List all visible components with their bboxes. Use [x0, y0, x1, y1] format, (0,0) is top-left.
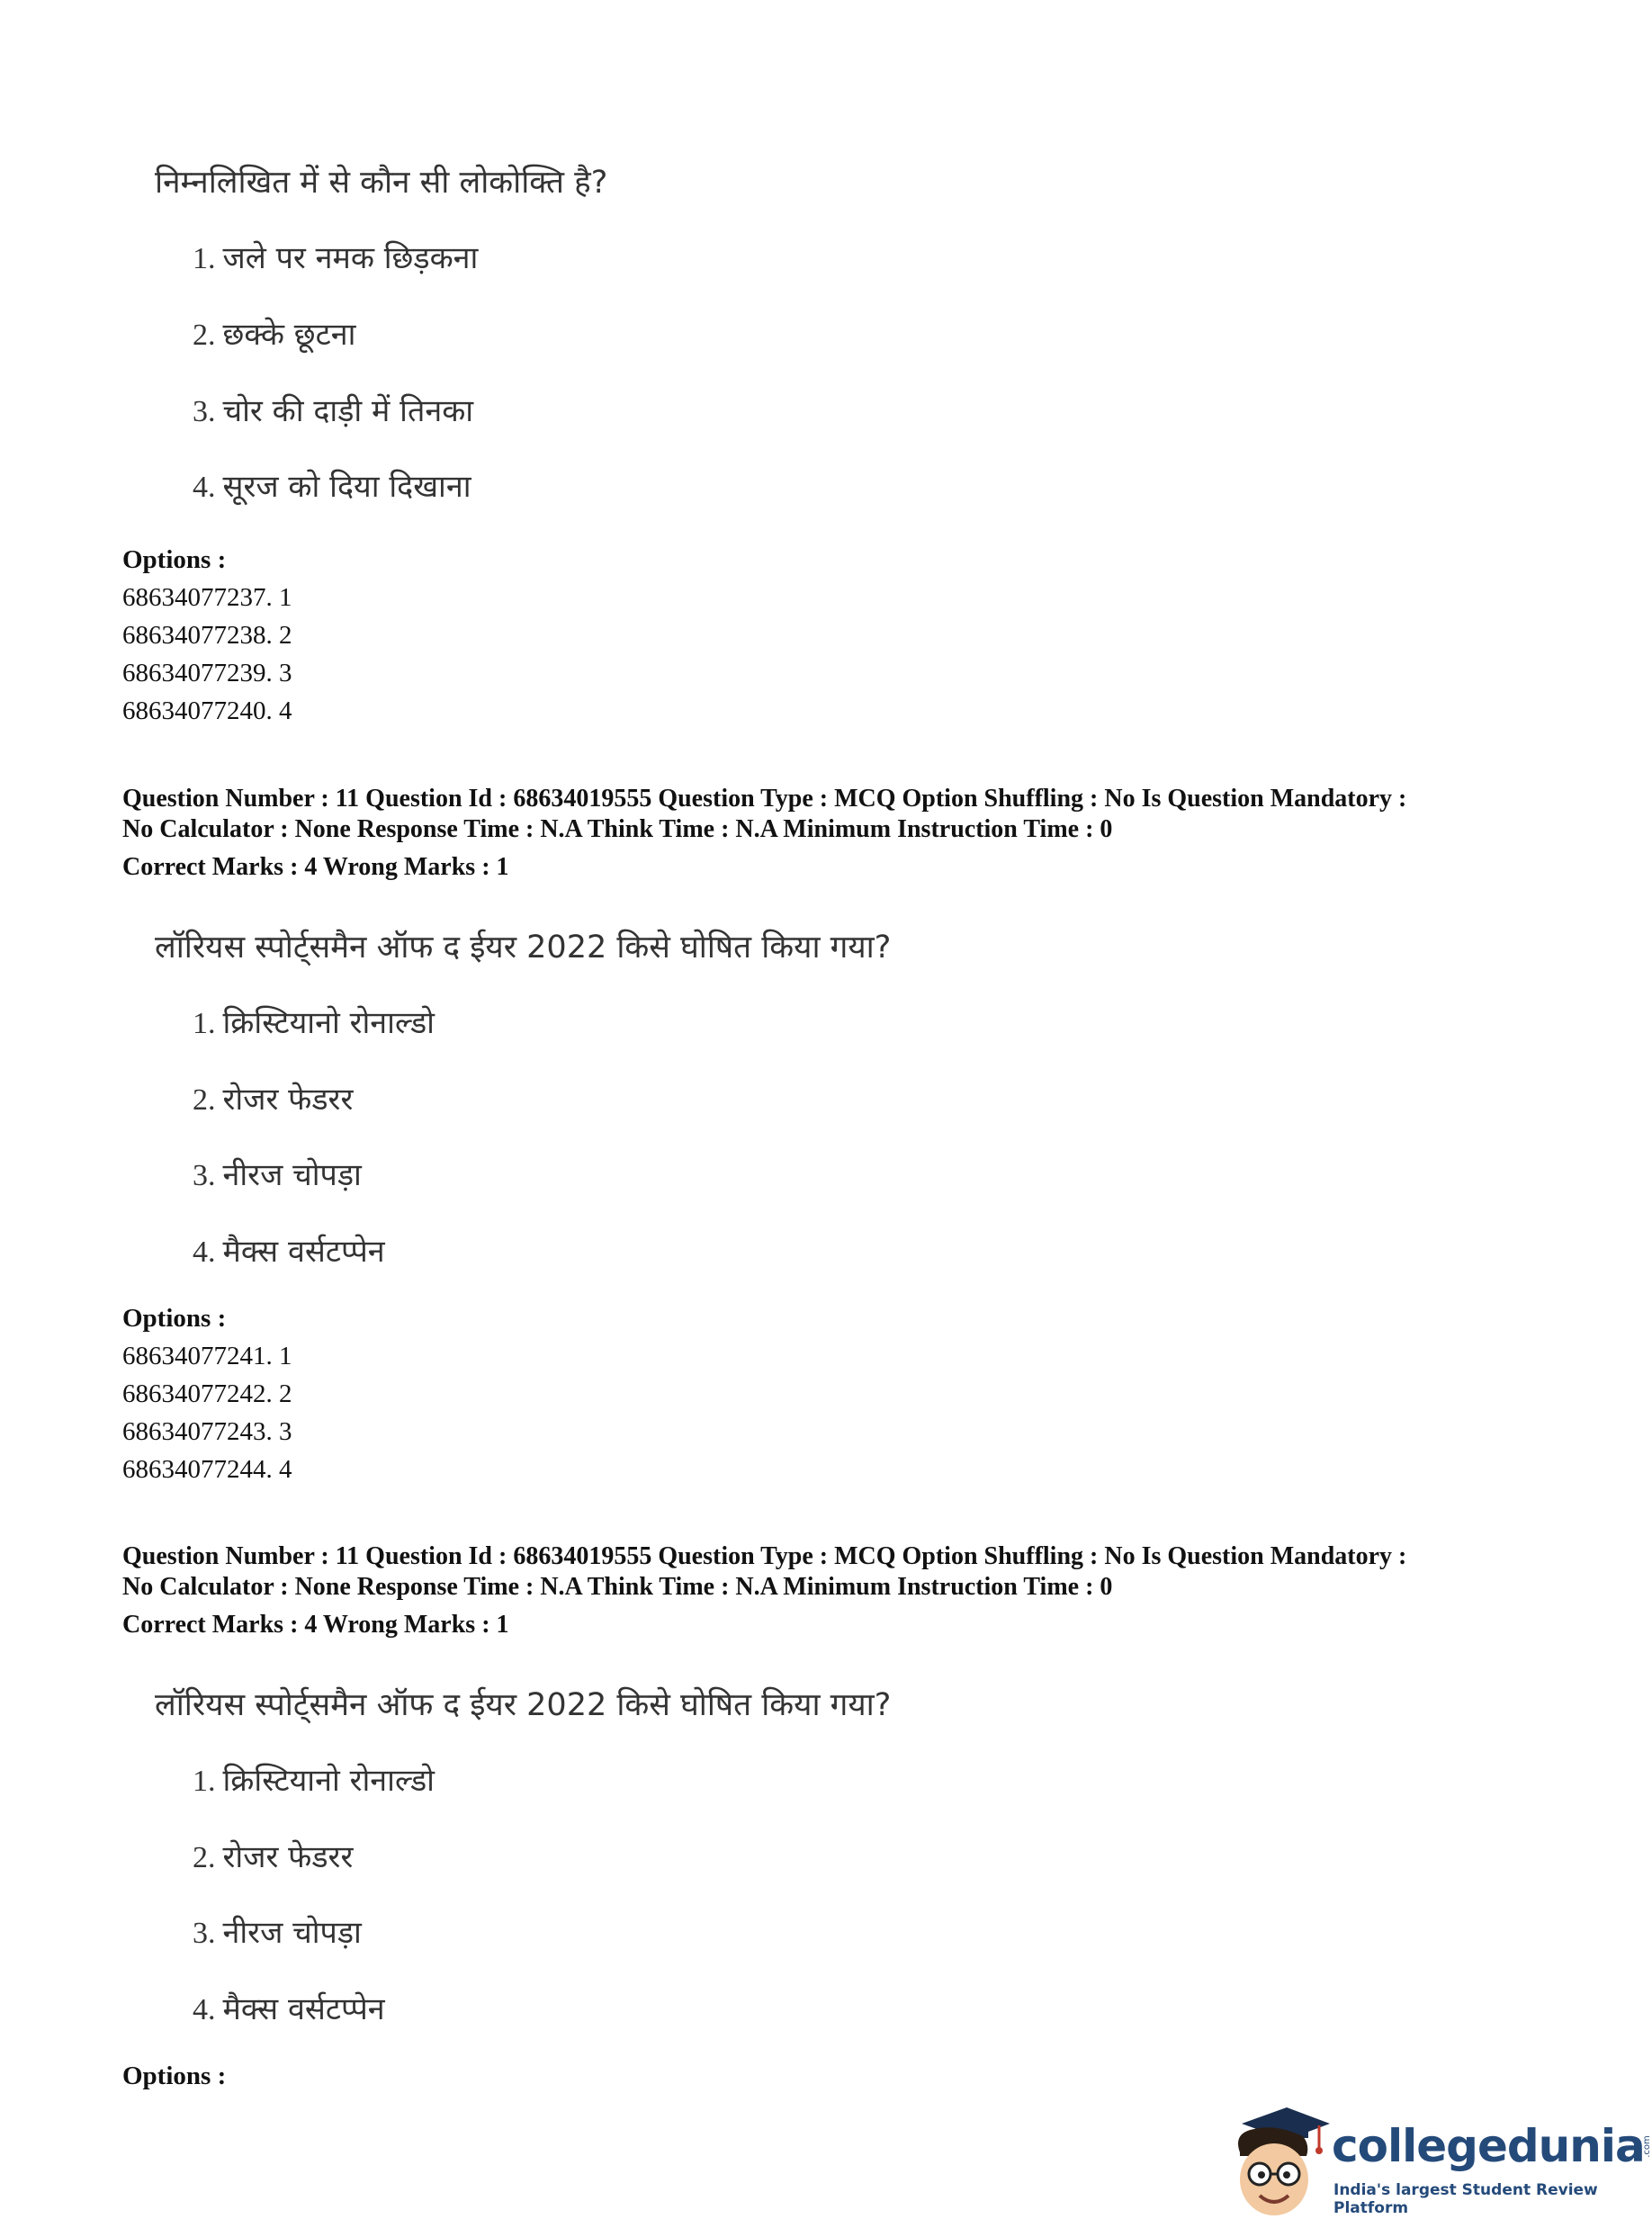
question-meta-line-2: No Calculator : None Response Time : N.A Think Time : N.A Minimum Instruction Time : 0	[122, 1573, 1113, 1601]
options-heading: Options :	[122, 1304, 227, 1333]
choice-3: 3. चोर की दाड़ी में तिनका	[193, 393, 474, 429]
choice-2: 2. रोजर फेडरर	[193, 1839, 354, 1875]
choice-2: 2. छक्के छूटना	[193, 317, 356, 353]
question-meta-line-1: Question Number : 11 Question Id : 68634019555 Question Type : MCQ Option Shuffling : No Is Question Mandatory :	[122, 1542, 1407, 1570]
choice-1: 1. क्रिस्टियानो रोनाल्डो	[193, 1005, 435, 1041]
choice-3: 3. नीरज चोपड़ा	[193, 1915, 362, 1951]
marks-line: Correct Marks : 4 Wrong Marks : 1	[122, 853, 509, 881]
logo-tagline: India's largest Student Review Platform	[1333, 2181, 1598, 2217]
choice-1: 1. क्रिस्टियानो रोनाल्डो	[193, 1763, 435, 1799]
choice-1: 1. जले पर नमक छिड़कना	[193, 240, 479, 276]
option-line: 68634077241. 1	[122, 1342, 292, 1370]
mascot-icon	[1224, 2097, 1330, 2223]
question-text: निम्नलिखित में से कौन सी लोकोक्ति है?	[155, 165, 608, 201]
marks-line: Correct Marks : 4 Wrong Marks : 1	[122, 1611, 509, 1639]
choice-3: 3. नीरज चोपड़ा	[193, 1157, 362, 1193]
option-line: 68634077239. 3	[122, 659, 292, 687]
options-heading: Options :	[122, 545, 227, 574]
options-heading: Options :	[122, 2062, 227, 2090]
choice-4: 4. सूरज को दिया दिखाना	[193, 469, 471, 505]
option-line: 68634077240. 4	[122, 696, 292, 725]
option-line: 68634077242. 2	[122, 1379, 292, 1408]
option-line: 68634077238. 2	[122, 621, 292, 650]
option-line: 68634077237. 1	[122, 583, 292, 612]
question-meta-line-2: No Calculator : None Response Time : N.A Think Time : N.A Minimum Instruction Time : 0	[122, 815, 1113, 843]
question-text: लॉरियस स्पोर्ट्समैन ऑफ द ईयर 2022 किसे घोषित किया गया?	[155, 930, 892, 966]
choice-4: 4. मैक्स वर्सटप्पेन	[193, 1991, 385, 2027]
collegedunia-logo	[1224, 2097, 1652, 2223]
option-line: 68634077244. 4	[122, 1455, 292, 1484]
question-meta-line-1: Question Number : 11 Question Id : 68634019555 Question Type : MCQ Option Shuffling : No Is Question Mandatory :	[122, 785, 1407, 813]
option-line: 68634077243. 3	[122, 1417, 292, 1446]
choice-4: 4. मैक्स वर्सटप्पेन	[193, 1234, 385, 1270]
logo-wordmark: collegedunia	[1332, 2120, 1645, 2172]
choice-2: 2. रोजर फेडरर	[193, 1082, 354, 1118]
question-text: लॉरियस स्पोर्ट्समैन ऑफ द ईयर 2022 किसे घोषित किया गया?	[155, 1687, 892, 1723]
logo-domain-suffix: .com	[1641, 2135, 1652, 2158]
